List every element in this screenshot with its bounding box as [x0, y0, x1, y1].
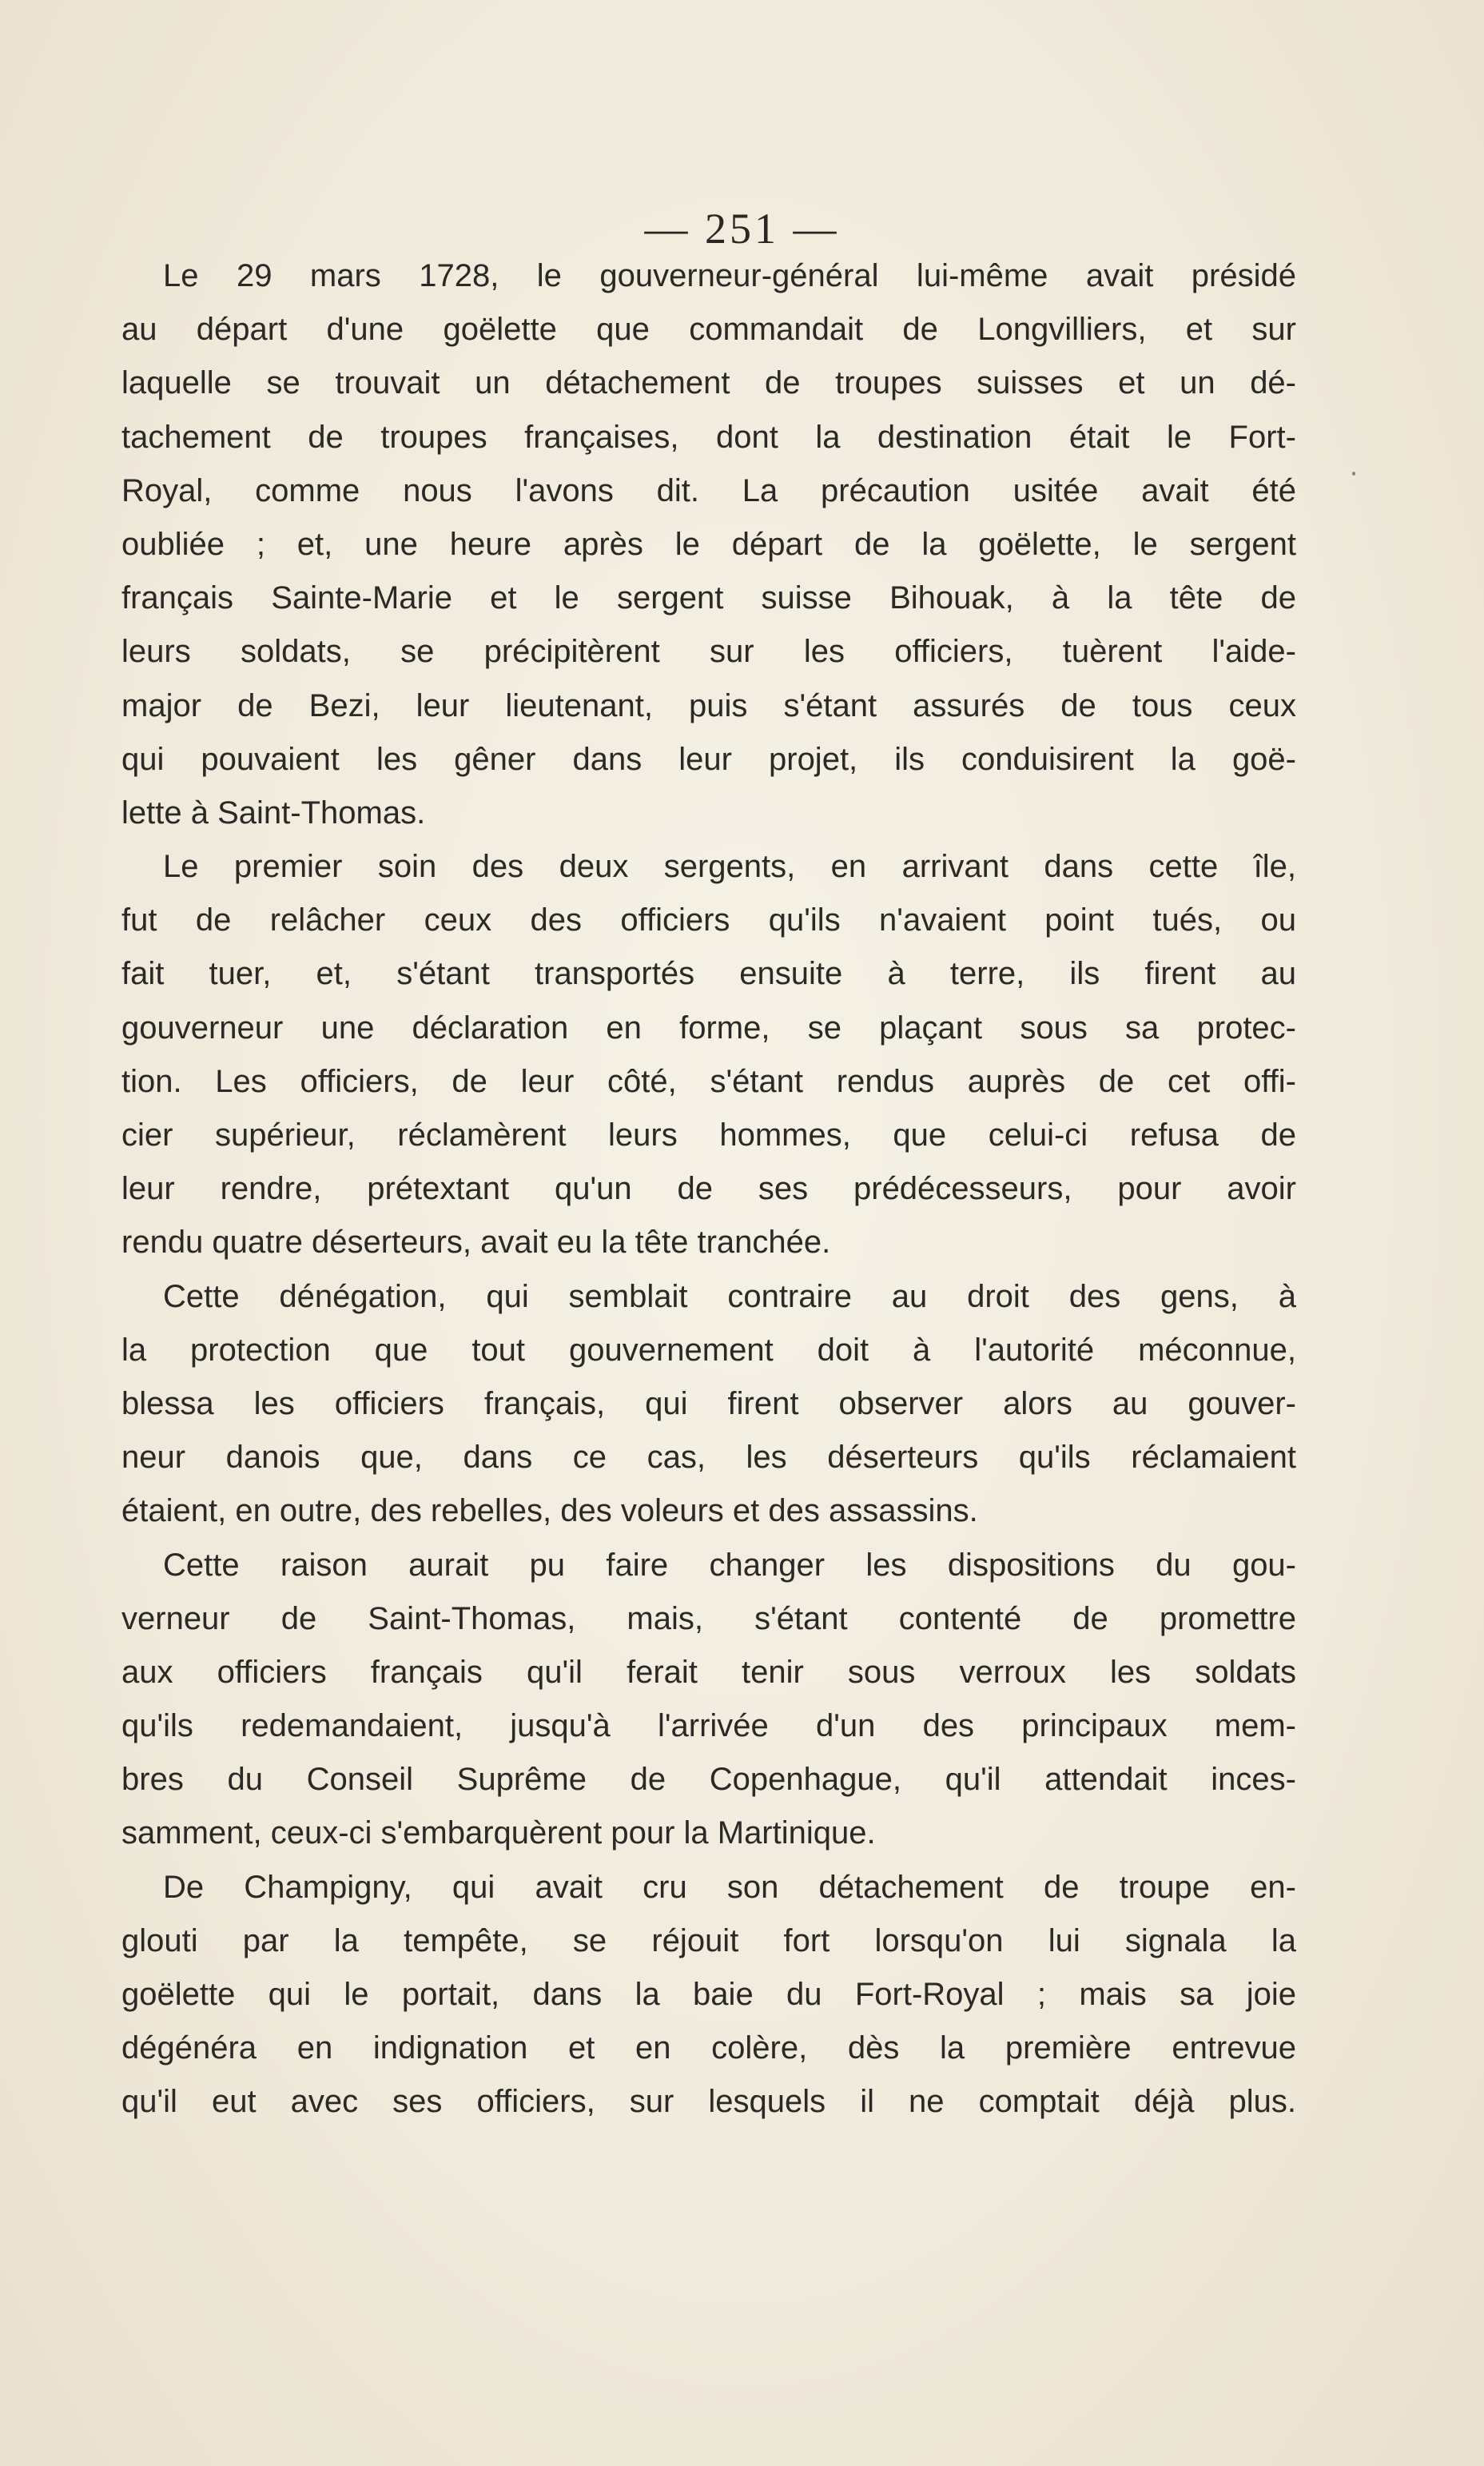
text-line: au départ d'une goëlette que commandait de Longvilliers, et sur — [121, 312, 1296, 348]
text-line: verneur de Saint-Thomas, mais, s'étant contenté de promettre — [121, 1600, 1296, 1636]
text-line: qui pouvaient les gêner dans leur projet, ils conduisirent la goë- — [121, 741, 1296, 777]
text-line: la protection que tout gouvernement doit à l'autorité méconnue, — [121, 1332, 1296, 1368]
text-line: fait tuer, et, s'étant transportés ensuite à terre, ils firent au — [121, 956, 1296, 992]
text-line: leur rendre, prétextant qu'un de ses prédécesseurs, pour avoir — [121, 1171, 1296, 1207]
text-line: étaient, en outre, des rebelles, des voleurs et des assassins. — [121, 1493, 978, 1529]
text-line: tion. Les officiers, de leur côté, s'étant rendus auprès de cet offi- — [121, 1063, 1296, 1099]
page-number: — 251 — — [644, 205, 840, 253]
text-line: oubliée ; et, une heure après le départ de la goëlette, le sergent — [121, 526, 1296, 562]
paragraph — [121, 840, 1296, 1270]
text-line: fut de relâcher ceux des officiers qu'ils n'avaient point tués, ou — [121, 902, 1296, 938]
text-line: dégénéra en indignation et en colère, dès la première entrevue — [121, 2030, 1296, 2066]
text-line: Cette raison aurait pu faire changer les dispositions du gou- — [163, 1547, 1296, 1583]
text-line: Le premier soin des deux sergents, en arrivant dans cette île, — [163, 849, 1296, 885]
text-line: gouverneur une déclaration en forme, se plaçant sous sa protec- — [121, 1010, 1296, 1046]
text-line: qu'il eut avec ses officiers, sur lesquels il ne comptait déjà plus. — [121, 2084, 1296, 2120]
text-line: Cette dénégation, qui semblait contraire au droit des gens, à — [163, 1278, 1296, 1314]
text-line: glouti par la tempête, se réjouit fort lorsqu'on lui signala la — [121, 1922, 1296, 1958]
paragraph — [121, 1861, 1296, 2129]
text-line: neur danois que, dans ce cas, les déserteurs qu'ils réclamaient — [121, 1440, 1296, 1476]
text-line: tachement de troupes françaises, dont la destination était le Fort- — [121, 419, 1296, 455]
text-line: De Champigny, qui avait cru son détachement de troupe en- — [163, 1869, 1296, 1905]
text-line: major de Bezi, leur lieutenant, puis s'étant assurés de tous ceux — [121, 687, 1296, 723]
paragraph — [121, 1270, 1296, 1539]
text-line: blessa les officiers français, qui firent observer alors au gouver- — [121, 1385, 1296, 1421]
text-line: Royal, comme nous l'avons dit. La précaution usitée avait été — [121, 472, 1296, 508]
text-line: qu'ils redemandaient, jusqu'à l'arrivée d'un des principaux mem- — [121, 1708, 1296, 1744]
text-line: français Sainte-Marie et le sergent suisse Bihouak, à la tête de — [121, 580, 1296, 616]
text-line: samment, ceux-ci s'embarquèrent pour la Martinique. — [121, 1815, 876, 1851]
paragraph — [121, 249, 1296, 840]
text-line: laquelle se trouvait un détachement de troupes suisses et un dé- — [121, 365, 1296, 401]
text-line: Le 29 mars 1728, le gouverneur-général lui-même avait présidé — [163, 258, 1296, 293]
text-line: rendu quatre déserteurs, avait eu la tête tranchée. — [121, 1225, 831, 1261]
text-line: bres du Conseil Suprême de Copenhague, qu'il attendait inces- — [121, 1762, 1296, 1798]
text-line: leurs soldats, se précipitèrent sur les officiers, tuèrent l'aide- — [121, 634, 1296, 670]
paper-speck — [1352, 472, 1355, 476]
paragraph — [121, 1539, 1296, 1861]
text-line: lette à Saint-Thomas. — [121, 795, 426, 831]
body-text — [121, 249, 1296, 2129]
text-line: cier supérieur, réclamèrent leurs hommes, que celui-ci refusa de — [121, 1117, 1296, 1153]
text-line: goëlette qui le portait, dans la baie du Fort-Royal ; mais sa joie — [121, 1977, 1296, 2012]
text-line: aux officiers français qu'il ferait tenir sous verroux les soldats — [121, 1654, 1296, 1690]
